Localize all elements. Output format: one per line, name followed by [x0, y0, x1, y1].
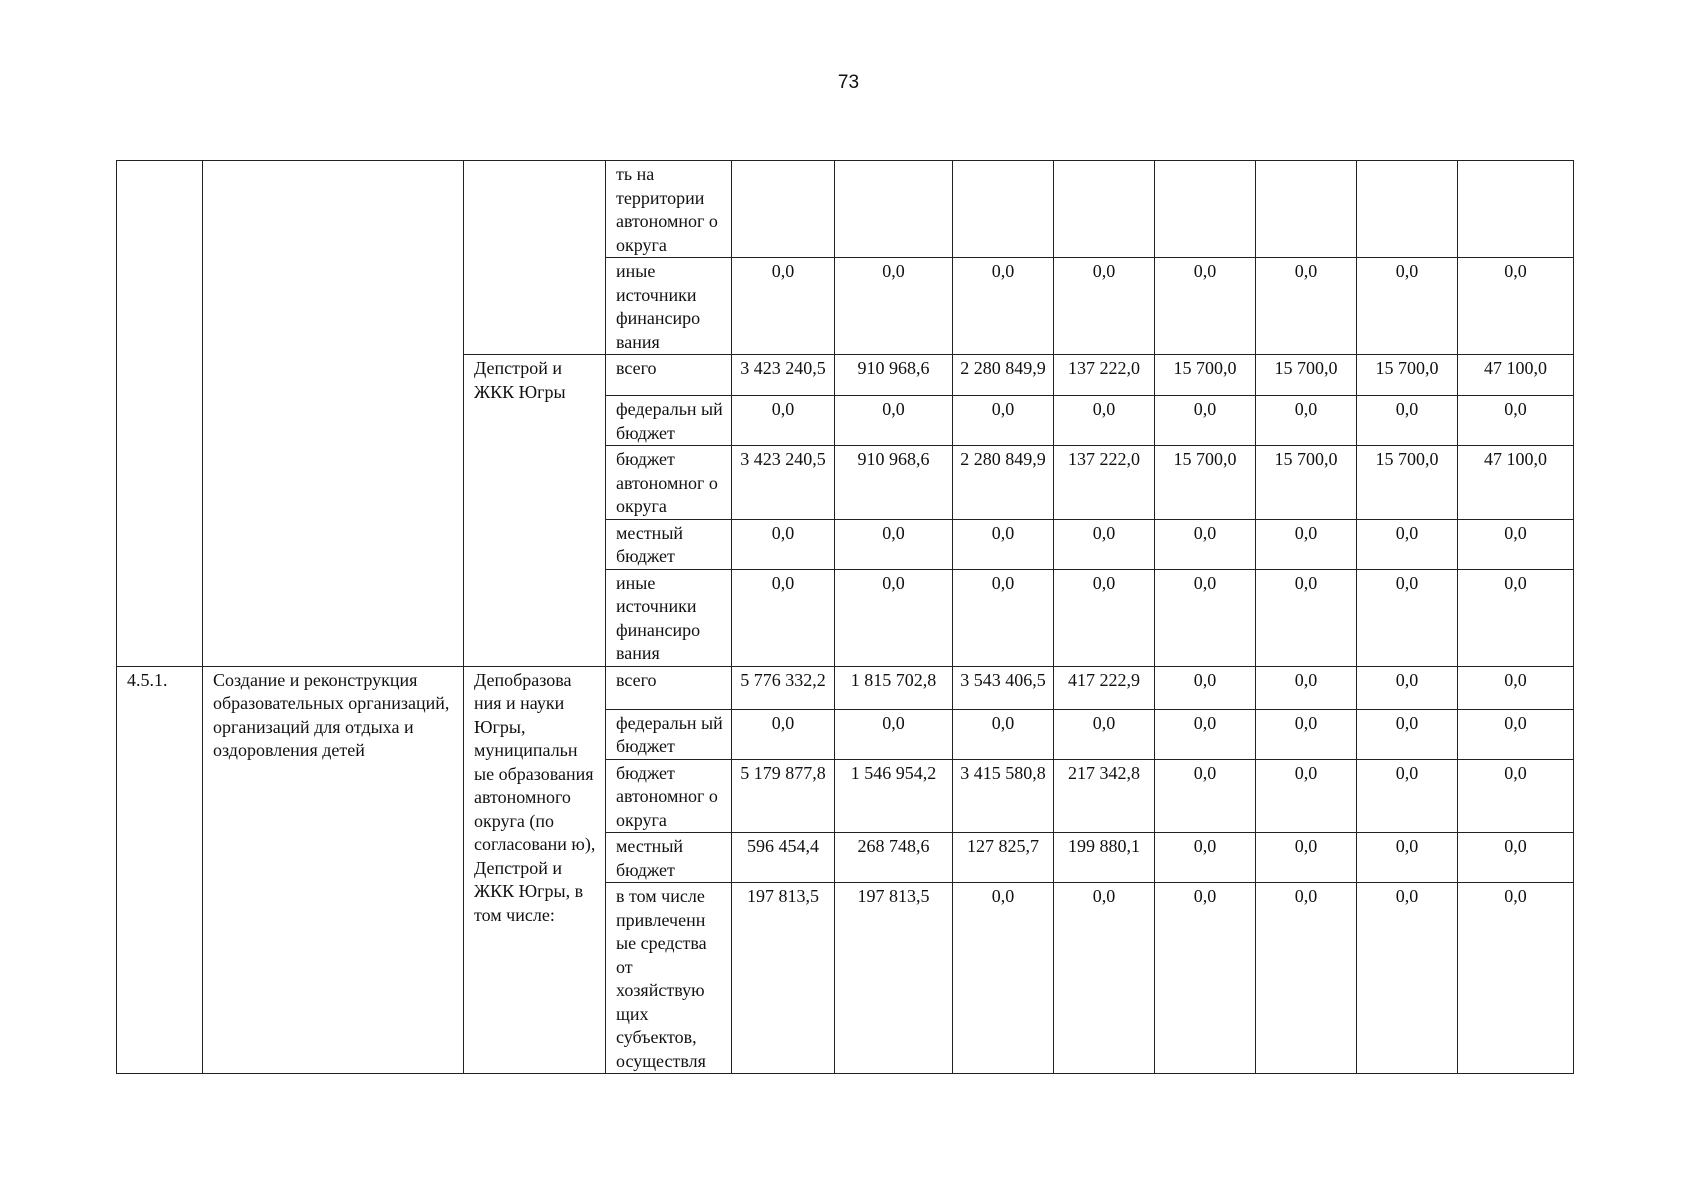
amount-cell: 0,0: [1357, 569, 1458, 666]
amount-cell: 0,0: [953, 396, 1054, 446]
amount-cell: 0,0: [1054, 709, 1155, 759]
funding-source-cell: иные источники финансиро вания: [606, 569, 732, 666]
amount-cell: 0,0: [835, 258, 953, 355]
amount-cell: [1256, 161, 1357, 258]
funding-source-cell: бюджет автономног о округа: [606, 446, 732, 520]
financing-table: [116, 160, 1574, 1074]
amount-cell: [1054, 161, 1155, 258]
amount-cell: 199 880,1: [1054, 833, 1155, 883]
amount-cell: 596 454,4: [732, 833, 835, 883]
amount-cell: 0,0: [1155, 666, 1256, 709]
amount-cell: 0,0: [953, 709, 1054, 759]
funding-source-cell: федеральн ый бюджет: [606, 396, 732, 446]
amount-cell: 0,0: [953, 883, 1054, 1074]
amount-cell: 0,0: [1256, 883, 1357, 1074]
amount-cell: 5 776 332,2: [732, 666, 835, 709]
amount-cell: 0,0: [1458, 258, 1574, 355]
amount-cell: 0,0: [835, 396, 953, 446]
amount-cell: 0,0: [1458, 883, 1574, 1074]
amount-cell: 0,0: [953, 569, 1054, 666]
amount-cell: 137 222,0: [1054, 355, 1155, 396]
amount-cell: 0,0: [953, 258, 1054, 355]
amount-cell: 0,0: [1155, 883, 1256, 1074]
number-cell: [117, 161, 203, 667]
amount-cell: 0,0: [1357, 759, 1458, 833]
amount-cell: 2 280 849,9: [953, 355, 1054, 396]
amount-cell: 0,0: [1256, 759, 1357, 833]
amount-cell: 0,0: [1256, 709, 1357, 759]
amount-cell: 0,0: [953, 519, 1054, 569]
amount-cell: 47 100,0: [1458, 446, 1574, 520]
amount-cell: 910 968,6: [835, 446, 953, 520]
funding-source-cell: местный бюджет: [606, 519, 732, 569]
amount-cell: 0,0: [1357, 709, 1458, 759]
amount-cell: 15 700,0: [1155, 355, 1256, 396]
amount-cell: 0,0: [1054, 883, 1155, 1074]
measure-name-cell: Создание и реконструкция образовательных организаций, организаций для отдыха и оздоровления детей: [203, 666, 464, 1074]
amount-cell: 0,0: [1458, 709, 1574, 759]
amount-cell: 0,0: [1357, 883, 1458, 1074]
amount-cell: 0,0: [732, 709, 835, 759]
amount-cell: 3 415 580,8: [953, 759, 1054, 833]
amount-cell: 0,0: [1155, 396, 1256, 446]
amount-cell: 0,0: [1256, 569, 1357, 666]
amount-cell: 217 342,8: [1054, 759, 1155, 833]
amount-cell: 0,0: [1256, 258, 1357, 355]
page-number: 73: [837, 72, 860, 93]
amount-cell: 0,0: [732, 396, 835, 446]
amount-cell: 0,0: [835, 569, 953, 666]
measure-name-cell: [203, 161, 464, 667]
amount-cell: 0,0: [1256, 519, 1357, 569]
amount-cell: 0,0: [1155, 709, 1256, 759]
amount-cell: 0,0: [1054, 258, 1155, 355]
amount-cell: 15 700,0: [1256, 355, 1357, 396]
table-row: [117, 161, 1574, 258]
funding-source-cell: бюджет автономног о округа: [606, 759, 732, 833]
amount-cell: 15 700,0: [1357, 446, 1458, 520]
amount-cell: 0,0: [1458, 833, 1574, 883]
amount-cell: 0,0: [732, 569, 835, 666]
amount-cell: 15 700,0: [1256, 446, 1357, 520]
amount-cell: 0,0: [1458, 396, 1574, 446]
amount-cell: 3 423 240,5: [732, 355, 835, 396]
amount-cell: 1 815 702,8: [835, 666, 953, 709]
amount-cell: 0,0: [1357, 519, 1458, 569]
amount-cell: 268 748,6: [835, 833, 953, 883]
funding-source-cell: федеральн ый бюджет: [606, 709, 732, 759]
amount-cell: [732, 161, 835, 258]
funding-source-cell: иные источники финансиро вания: [606, 258, 732, 355]
amount-cell: 0,0: [1256, 666, 1357, 709]
amount-cell: [835, 161, 953, 258]
table-row: [117, 666, 1574, 709]
amount-cell: 910 968,6: [835, 355, 953, 396]
amount-cell: 0,0: [1357, 833, 1458, 883]
amount-cell: 0,0: [1458, 759, 1574, 833]
funding-source-cell: всего: [606, 666, 732, 709]
number-cell: 4.5.1.: [117, 666, 203, 1074]
amount-cell: 0,0: [1155, 759, 1256, 833]
amount-cell: 0,0: [1256, 833, 1357, 883]
amount-cell: 5 179 877,8: [732, 759, 835, 833]
executor-cell: Депстрой и ЖКК Югры: [464, 355, 606, 667]
amount-cell: [953, 161, 1054, 258]
funding-source-cell: местный бюджет: [606, 833, 732, 883]
amount-cell: 3 423 240,5: [732, 446, 835, 520]
funding-source-cell: всего: [606, 355, 732, 396]
amount-cell: 0,0: [1155, 833, 1256, 883]
amount-cell: 0,0: [1155, 258, 1256, 355]
amount-cell: 0,0: [835, 709, 953, 759]
amount-cell: 0,0: [732, 519, 835, 569]
amount-cell: 417 222,9: [1054, 666, 1155, 709]
amount-cell: [1155, 161, 1256, 258]
amount-cell: 0,0: [1357, 666, 1458, 709]
amount-cell: 0,0: [1357, 396, 1458, 446]
amount-cell: 0,0: [1155, 569, 1256, 666]
amount-cell: 0,0: [1458, 519, 1574, 569]
amount-cell: 15 700,0: [1357, 355, 1458, 396]
amount-cell: 0,0: [1458, 666, 1574, 709]
amount-cell: 15 700,0: [1155, 446, 1256, 520]
amount-cell: 3 543 406,5: [953, 666, 1054, 709]
amount-cell: 197 813,5: [732, 883, 835, 1074]
amount-cell: 0,0: [1458, 569, 1574, 666]
amount-cell: 0,0: [1357, 258, 1458, 355]
amount-cell: 0,0: [1155, 519, 1256, 569]
funding-source-cell: ть на территории автономног о округа: [606, 161, 732, 258]
financing-table-body: [117, 161, 1574, 1074]
amount-cell: 0,0: [1054, 519, 1155, 569]
amount-cell: 0,0: [1054, 569, 1155, 666]
executor-cell: Депобразова ния и науки Югры, муниципальн ые образования автономного округа (по согласовани ю), Депстрой и ЖКК Югры, в том числе:: [464, 666, 606, 1074]
amount-cell: 0,0: [732, 258, 835, 355]
amount-cell: 1 546 954,2: [835, 759, 953, 833]
amount-cell: 127 825,7: [953, 833, 1054, 883]
amount-cell: 47 100,0: [1458, 355, 1574, 396]
amount-cell: 0,0: [1256, 396, 1357, 446]
amount-cell: 197 813,5: [835, 883, 953, 1074]
funding-source-cell: в том числе привлеченн ые средства от хозяйствую щих субъектов, осуществля: [606, 883, 732, 1074]
amount-cell: 2 280 849,9: [953, 446, 1054, 520]
executor-cell: [464, 161, 606, 355]
amount-cell: 137 222,0: [1054, 446, 1155, 520]
amount-cell: 0,0: [835, 519, 953, 569]
amount-cell: 0,0: [1054, 396, 1155, 446]
amount-cell: [1458, 161, 1574, 258]
amount-cell: [1357, 161, 1458, 258]
